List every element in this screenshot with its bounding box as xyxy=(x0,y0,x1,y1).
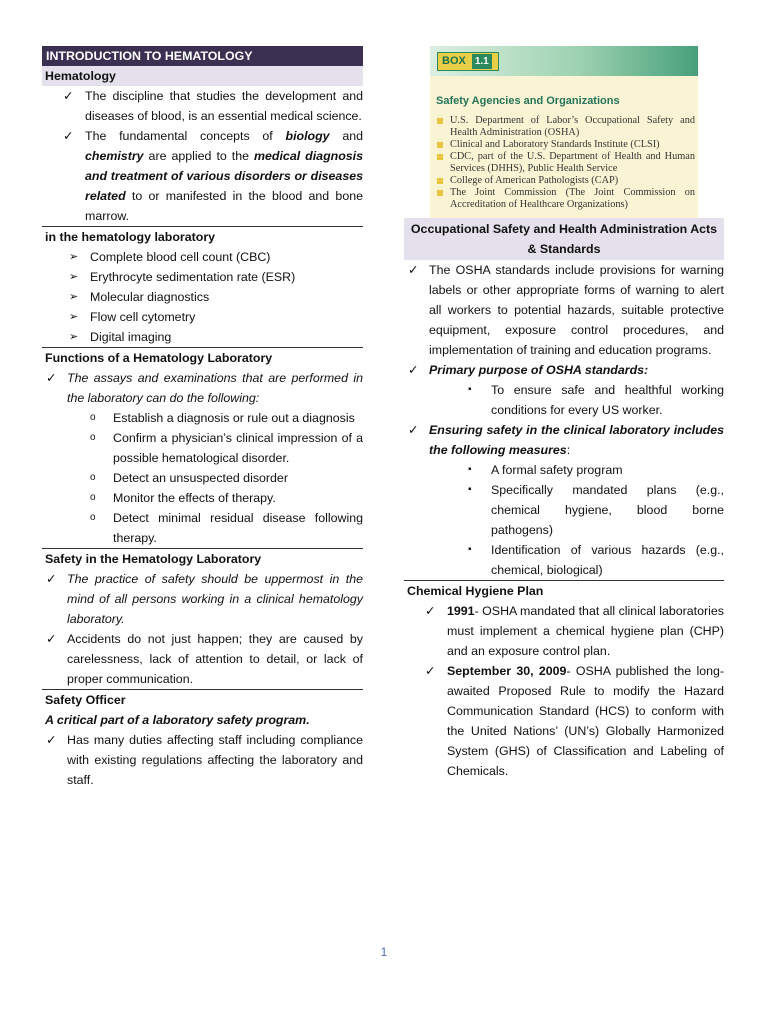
circle-bullet-icon: o xyxy=(90,472,96,483)
arrow-bullet-icon: ➢ xyxy=(69,291,79,303)
list-item: o Establish a diagnosis or rule out a diagnosis xyxy=(42,408,363,428)
arrow-bullet-icon: ➢ xyxy=(69,251,79,263)
list-item: College of American Pathologists (CAP) xyxy=(430,175,698,187)
circle-bullet-icon: o xyxy=(90,492,96,503)
chemical-hygiene-list xyxy=(404,601,724,781)
square-bullet-icon: ▪ xyxy=(468,464,472,475)
left-column xyxy=(42,46,363,790)
hematology-list xyxy=(42,86,363,226)
checkmark-icon: ✓ xyxy=(46,632,57,646)
document-title: INTRODUCTION TO HEMATOLOGY xyxy=(42,46,363,66)
lab-list xyxy=(42,247,363,347)
list-item: o Confirm a physician’s clinical impression of a possible hematological disorder. xyxy=(42,428,363,468)
list-item: The Joint Commission (The Joint Commission on Accreditation of Healthcare Organizations) xyxy=(430,187,698,211)
hematology-heading: Hematology xyxy=(42,66,363,86)
list-item: ▪ Identification of various hazards (e.g., chemical, biological) xyxy=(404,540,724,580)
list-item: ✓ Ensuring safety in the clinical laboratory includes the following measures: xyxy=(404,420,724,460)
list-item: ✓ Primary purpose of OSHA standards: xyxy=(404,360,724,380)
list-item: ▪ A formal safety program xyxy=(404,460,724,480)
safety-list xyxy=(42,569,363,689)
osha-measures-list xyxy=(404,420,724,460)
box-list xyxy=(430,115,698,211)
box-title: Safety Agencies and Organizations xyxy=(436,95,620,107)
list-item: ✓ The OSHA standards include provisions for warning labels or other appropriate forms of warning to alert all workers to potential hazards, suitable protective equipment, exposure control procedures, and implementation of training and education programs. xyxy=(404,260,724,360)
functions-heading: Functions of a Hematology Laboratory xyxy=(42,347,363,368)
list-item: ✓ The fundamental concepts of biology and chemistry are applied to the medical diagnosis and treatment of various disorders or diseases related to or manifested in the blood and bone marrow. xyxy=(42,126,363,226)
osha-heading: Occupational Safety and Health Administration Acts & Standards xyxy=(404,218,724,260)
safety-officer-heading: Safety Officer xyxy=(42,689,363,710)
list-item: ➢ Complete blood cell count (CBC) xyxy=(42,247,363,267)
list-item: o Monitor the effects of therapy. xyxy=(42,488,363,508)
square-bullet-icon xyxy=(437,142,443,148)
osha-list xyxy=(404,260,724,380)
list-item: ✓ The discipline that studies the development and diseases of blood, is an essential medical science. xyxy=(42,86,363,126)
box-number: 1.1 xyxy=(472,54,492,69)
chemical-hygiene-heading: Chemical Hygiene Plan xyxy=(404,580,724,601)
square-bullet-icon xyxy=(437,190,443,196)
circle-bullet-icon: o xyxy=(90,432,96,443)
checkmark-icon: ✓ xyxy=(63,89,74,103)
right-column xyxy=(404,46,724,781)
square-bullet-icon xyxy=(437,118,443,124)
list-item: ✓ 1991- OSHA mandated that all clinical laboratories must implement a chemical hygiene plan (CHP) and an exposure control plan. xyxy=(404,601,724,661)
checkmark-icon: ✓ xyxy=(46,371,57,385)
square-bullet-icon: ▪ xyxy=(468,544,472,555)
checkmark-icon: ✓ xyxy=(46,572,57,586)
safety-agencies-box xyxy=(430,46,698,218)
list-item: ➢ Erythrocyte sedimentation rate (ESR) xyxy=(42,267,363,287)
arrow-bullet-icon: ➢ xyxy=(69,331,79,343)
checkmark-icon: ✓ xyxy=(408,423,419,437)
circle-bullet-icon: o xyxy=(90,412,96,423)
list-item: CDC, part of the U.S. Department of Health and Human Services (DHHS), Public Health Service xyxy=(430,151,698,175)
functions-sublist xyxy=(42,408,363,548)
list-item: o Detect an unsuspected disorder xyxy=(42,468,363,488)
safety-officer-list xyxy=(42,730,363,790)
circle-bullet-icon: o xyxy=(90,512,96,523)
lab-heading: in the hematology laboratory xyxy=(42,226,363,247)
safety-heading: Safety in the Hematology Laboratory xyxy=(42,548,363,569)
list-item: ▪ Specifically mandated plans (e.g., chemical hygiene, blood borne pathogens) xyxy=(404,480,724,540)
list-item: ✓ The assays and examinations that are performed in the laboratory can do the following: xyxy=(42,368,363,408)
list-item: ✓ September 30, 2009- OSHA published the long-awaited Proposed Rule to modify the Hazard Communication Standard (HCS) to conform with the United Nations’ (UN’s) Globally Harmonized System (GHS) of Classification and Labeling of Chemicals. xyxy=(404,661,724,781)
checkmark-icon: ✓ xyxy=(408,263,419,277)
list-item: ➢ Flow cell cytometry xyxy=(42,307,363,327)
square-bullet-icon: ▪ xyxy=(468,384,472,395)
arrow-bullet-icon: ➢ xyxy=(69,271,79,283)
list-item: ▪ To ensure safe and healthful working conditions for every US worker. xyxy=(404,380,724,420)
square-bullet-icon xyxy=(437,154,443,160)
square-bullet-icon: ▪ xyxy=(468,484,472,495)
list-item: ✓ Has many duties affecting staff including compliance with existing regulations affecting the laboratory and staff. xyxy=(42,730,363,790)
page-number: 1 xyxy=(380,945,388,959)
arrow-bullet-icon: ➢ xyxy=(69,311,79,323)
square-bullet-icon xyxy=(437,178,443,184)
osha-measures-sublist xyxy=(404,460,724,580)
checkmark-icon: ✓ xyxy=(46,733,57,747)
box-header xyxy=(430,46,698,76)
list-item: ✓ Accidents do not just happen; they are caused by carelessness, lack of attention to detail, or lack of proper communication. xyxy=(42,629,363,689)
checkmark-icon: ✓ xyxy=(63,129,74,143)
osha-purpose-sublist xyxy=(404,380,724,420)
box-label: BOX 1.1 xyxy=(437,52,499,71)
list-item: U.S. Department of Labor’s Occupational Safety and Health Administration (OSHA) xyxy=(430,115,698,139)
list-item: o Detect minimal residual disease following therapy. xyxy=(42,508,363,548)
list-item: ✓ The practice of safety should be uppermost in the mind of all persons working in a clinical hematology laboratory. xyxy=(42,569,363,629)
checkmark-icon: ✓ xyxy=(425,664,436,678)
list-item: Clinical and Laboratory Standards Institute (CLSI) xyxy=(430,139,698,151)
list-item: ➢ Molecular diagnostics xyxy=(42,287,363,307)
list-item: ➢ Digital imaging xyxy=(42,327,363,347)
safety-officer-subheading: A critical part of a laboratory safety program. xyxy=(45,713,310,727)
checkmark-icon: ✓ xyxy=(408,363,419,377)
functions-list xyxy=(42,368,363,408)
checkmark-icon: ✓ xyxy=(425,604,436,618)
